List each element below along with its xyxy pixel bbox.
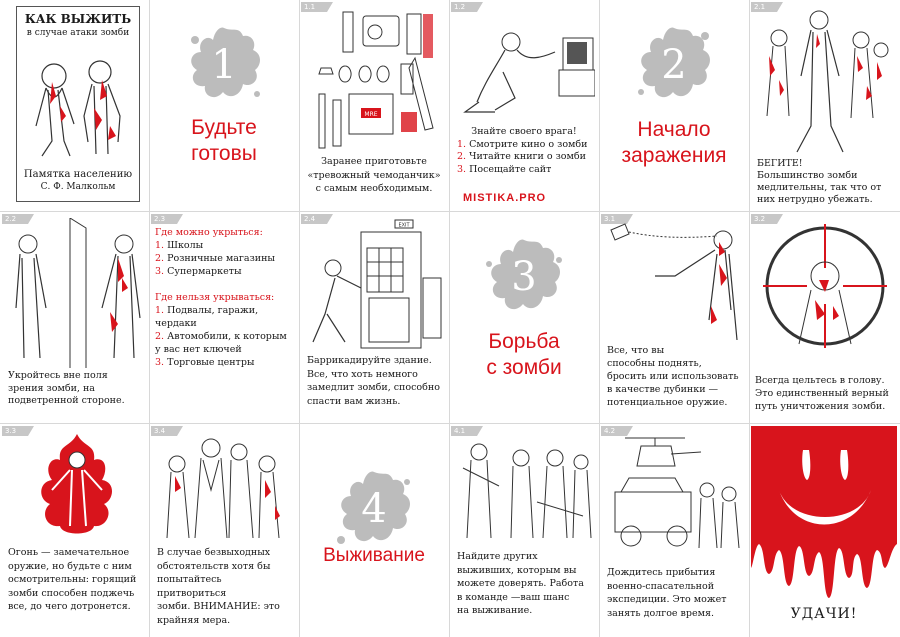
section-number: 3 [511,254,537,300]
card-4-1 [451,426,597,632]
finale-text: УДАЧИ! [790,606,858,622]
card-tab: 2.4 [301,214,327,224]
running-from-zombies-illustration [757,6,893,156]
cover-subtitle: в случае атаки зомби [26,28,130,38]
section-number: 1 [211,42,237,88]
section-number: 2 [661,42,687,88]
card-3-2 [751,214,897,420]
card-tab: 3.2 [751,214,777,224]
section-1-card [151,2,297,208]
grid-divider [149,0,150,637]
card-text: БЕГИТЕ! Большинство зомби медлительны, так что от них нетрудно убежать. [757,158,882,205]
card-text: Все, что вы способны поднять, бросить или использовать в качестве дубинки — потенциальное оружие. [607,345,739,408]
crosshair-illustration [759,220,891,370]
card-4-2 [601,426,747,632]
exit-sign: EXIT [398,222,410,229]
card-3-1 [601,214,747,420]
card-text: В случае безвыходных обстоятельств хотя бы попытайтесь притвориться зомби. ВНИМАНИЕ: это крайняя мера. [157,547,280,626]
card-text: Найдите других выживших, которым вы можете доверять. Работа в команде —ваш шанс на выживание. [457,551,584,616]
burning-zombie-illustration [22,430,132,536]
card-text: Баррикадируйте здание. Все, что хоть немного замедлит зомби, способно спасти вам жизнь. [307,355,440,407]
survivors-group-illustration [455,432,595,544]
cover-card [2,2,148,208]
zombies-illustration [22,46,134,158]
card-2-1 [751,2,897,208]
can-shelter-heading: Где можно укрыться: [155,227,263,238]
military-rescue-illustration [605,430,745,554]
watching-tv-illustration [455,12,595,122]
section-number: 4 [361,486,387,532]
cover-author: С. Ф. Малкольм [40,182,116,192]
card-text: Дождитесь прибытия военно-спасательной экспедиции. Это может занять долгое время. [607,567,727,619]
hiding-behind-wall-illustration [6,218,146,368]
grid-divider [599,0,600,637]
card-tab: 2.2 [2,214,28,224]
card-text: Огонь — замечательное оружие, но будьте с ним осмотрительны: горящий зомби способен поджечь все, до чего дотронется. [8,547,137,612]
section-title: Выживание [323,545,425,566]
card-3-3 [2,426,148,632]
splat-icon [631,22,717,108]
phone-weapon-illustration [605,220,745,342]
splat-icon [481,234,567,320]
emergency-kit-illustration [305,8,445,150]
grid-divider [299,0,300,637]
card-text: Знайте своего врага! 1. Смотрите кино о зомби 2. Читайте книги о зомби 3. Посещайте сайт [457,126,588,175]
card-tab: 2.3 [151,214,177,224]
barricade-illustration [305,218,445,350]
section-title: Начало [637,118,711,141]
card-tab: 1.1 [301,2,327,12]
grid-divider [0,211,900,212]
section-title: Борьба [488,330,560,353]
finale-card [751,426,897,632]
splat-icon [181,22,267,108]
card-2-2 [2,214,148,420]
card-1-1 [301,2,447,208]
site-watermark: MISTIKA.PRO [463,192,547,204]
grid-divider [749,0,750,637]
cover-caption: Памятка населению [23,169,133,180]
section-4-card [301,426,447,632]
section-2-card [601,2,747,208]
section-title: Будьте [191,116,257,139]
card-3-4 [151,426,297,632]
grid-divider [449,0,450,637]
kit-label: MRE [364,111,378,118]
card-tab: 4.2 [601,426,627,436]
cannot-shelter-heading: Где нельзя укрываться: [155,292,275,303]
cover-title: КАК ВЫЖИТЬ [24,12,132,26]
section-3-card [451,214,597,420]
card-tab: 2.1 [751,2,777,12]
card-tab: 3.4 [151,426,177,436]
section-title: заражения [621,144,727,167]
section-title: с зомби [486,356,562,379]
card-2-3 [151,214,297,420]
splat-icon [331,466,417,552]
card-text: Укройтесь вне поля зрения зомби, на подветренной стороне. [8,370,125,406]
card-tab: 3.3 [2,426,28,436]
card-1-2 [451,2,597,208]
card-2-4 [301,214,447,420]
card-text: Заранее приготовьте «тревожный чемоданчик» с самым необходимым. [307,156,441,194]
section-title: готовы [191,142,257,165]
shelter-lists: Где можно укрыться: 1. Школы 2. Розничные магазины 3. Супермаркеты Где нельзя укрываться: 1. Подвалы, гаражи, чердаки 2. Автомобили, к которым у вас нет ключей 3. Торговые центры [155,226,295,369]
card-tab: 1.2 [451,2,477,12]
card-tab: 3.1 [601,214,627,224]
card-text: Всегда цельтесь в голову. Это единственный верный путь уничтожения зомби. [755,375,889,412]
blood-smile-illustration [751,426,897,632]
grid-divider [0,423,900,424]
pretend-zombie-illustration [155,430,295,542]
card-tab: 4.1 [451,426,477,436]
